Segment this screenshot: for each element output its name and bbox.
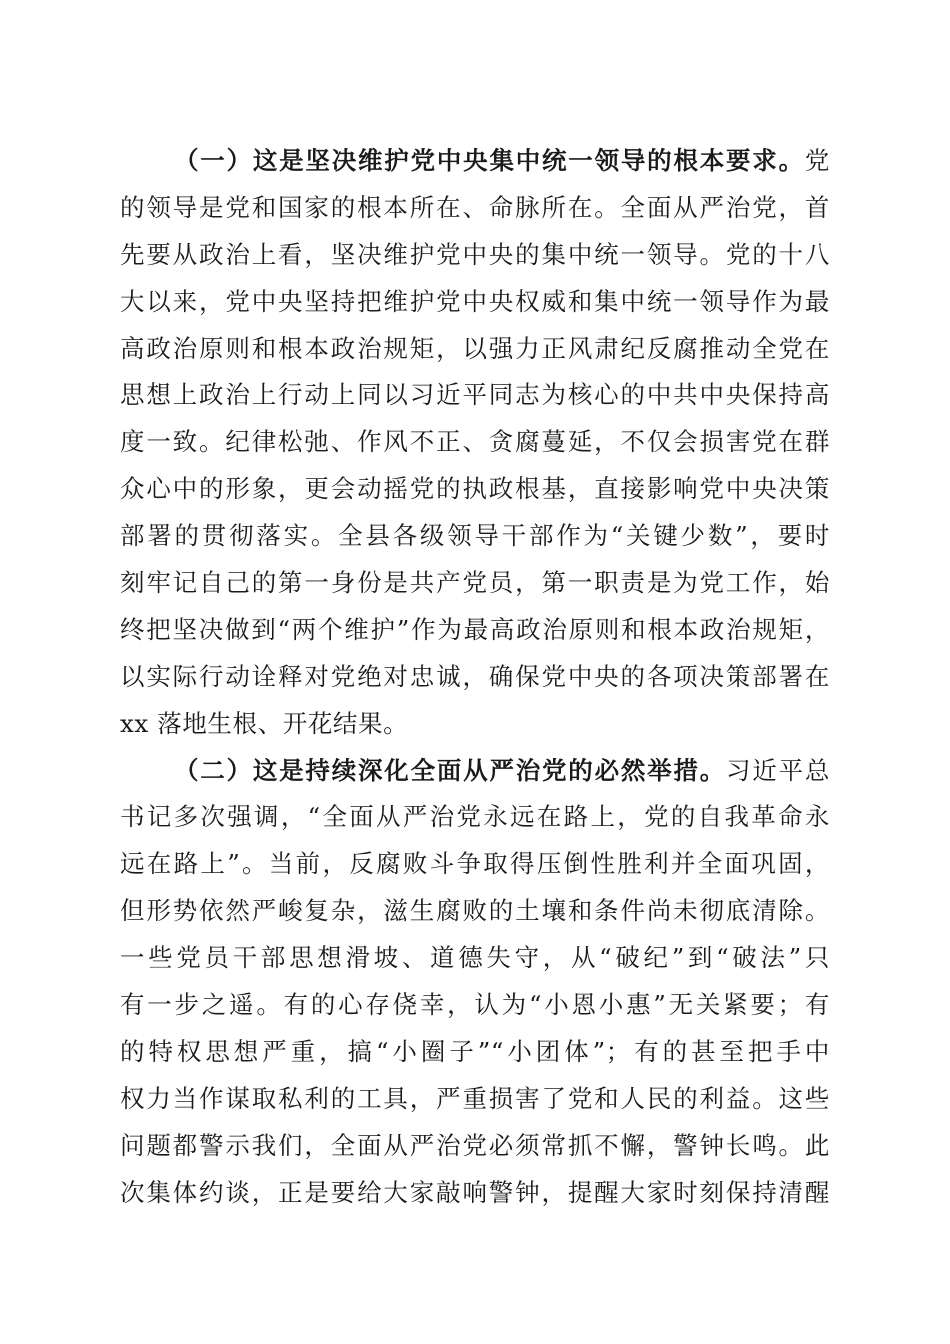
paragraph-text: 党 [804,146,830,175]
paragraph-line: 大以来，党中央坚持把维护党中央权威和集中统一领导作为最 [120,286,830,316]
paragraph-line: 以实际行动诠释对党绝对忠诚，确保党中央的各项决策部署在 [120,661,830,691]
document-body [120,138,830,1216]
paragraph-line: xx 落地生根、开花结果。 [120,708,409,738]
paragraph-line [120,748,830,795]
paragraph-line: 有一步之遥。有的心存侥幸，认为“小恩小惠”无关紧要；有 [120,990,830,1020]
paragraph-line: 一些党员干部思想滑坡、道德失守，从“破纪”到“破法”只 [120,943,830,973]
paragraph-line: 思想上政治上行动上同以习近平同志为核心的中共中央保持高 [120,380,830,410]
paragraph-1 [120,138,830,748]
paragraph-line [120,138,830,185]
paragraph-line: 高政治原则和根本政治规矩，以强力正风肃纪反腐推动全党在 [120,333,830,363]
paragraph-line: 众心中的形象，更会动摇党的执政根基，直接影响党中央决策 [120,474,830,504]
paragraph-line: 远在路上”。当前，反腐败斗争取得压倒性胜利并全面巩固， [120,849,830,879]
paragraph-line: 权力当作谋取私利的工具，严重损害了党和人民的利益。这些 [120,1083,830,1113]
paragraph-line: 终把坚决做到“两个维护”作为最高政治原则和根本政治规矩， [120,614,830,644]
paragraph-line: 但形势依然严峻复杂，滋生腐败的土壤和条件尚未彻底清除。 [120,896,830,926]
paragraph-2 [120,748,830,1217]
paragraph-line: 次集体约谈，正是要给大家敲响警钟，提醒大家时刻保持清醒 [120,1177,830,1207]
section-heading-2: （二）这是持续深化全面从严治党的必然举措。 [174,755,727,785]
paragraph-line: 度一致。纪律松弛、作风不正、贪腐蔓延，不仅会损害党在群 [120,427,830,457]
paragraph-line: 的特权思想严重，搞“小圈子”“小团体”；有的甚至把手中 [120,1036,830,1066]
section-heading-1: （一）这是坚决维护党中央集中统一领导的根本要求。 [174,146,805,175]
paragraph-line: 问题都警示我们，全面从严治党必须常抓不懈，警钟长鸣。此 [120,1130,830,1160]
paragraph-line: 书记多次强调，“全面从严治党永远在路上，党的自我革命永 [120,802,830,832]
paragraph-line: 部署的贯彻落实。全县各级领导干部作为“关键少数”，要时 [120,521,830,551]
paragraph-text: 习近平总 [726,755,830,785]
paragraph-line: 刻牢记自己的第一身份是共产党员，第一职责是为党工作，始 [120,568,830,598]
paragraph-line: 的领导是党和国家的根本所在、命脉所在。全面从严治党，首 [120,192,830,222]
paragraph-line: 先要从政治上看，坚决维护党中央的集中统一领导。党的十八 [120,239,830,269]
